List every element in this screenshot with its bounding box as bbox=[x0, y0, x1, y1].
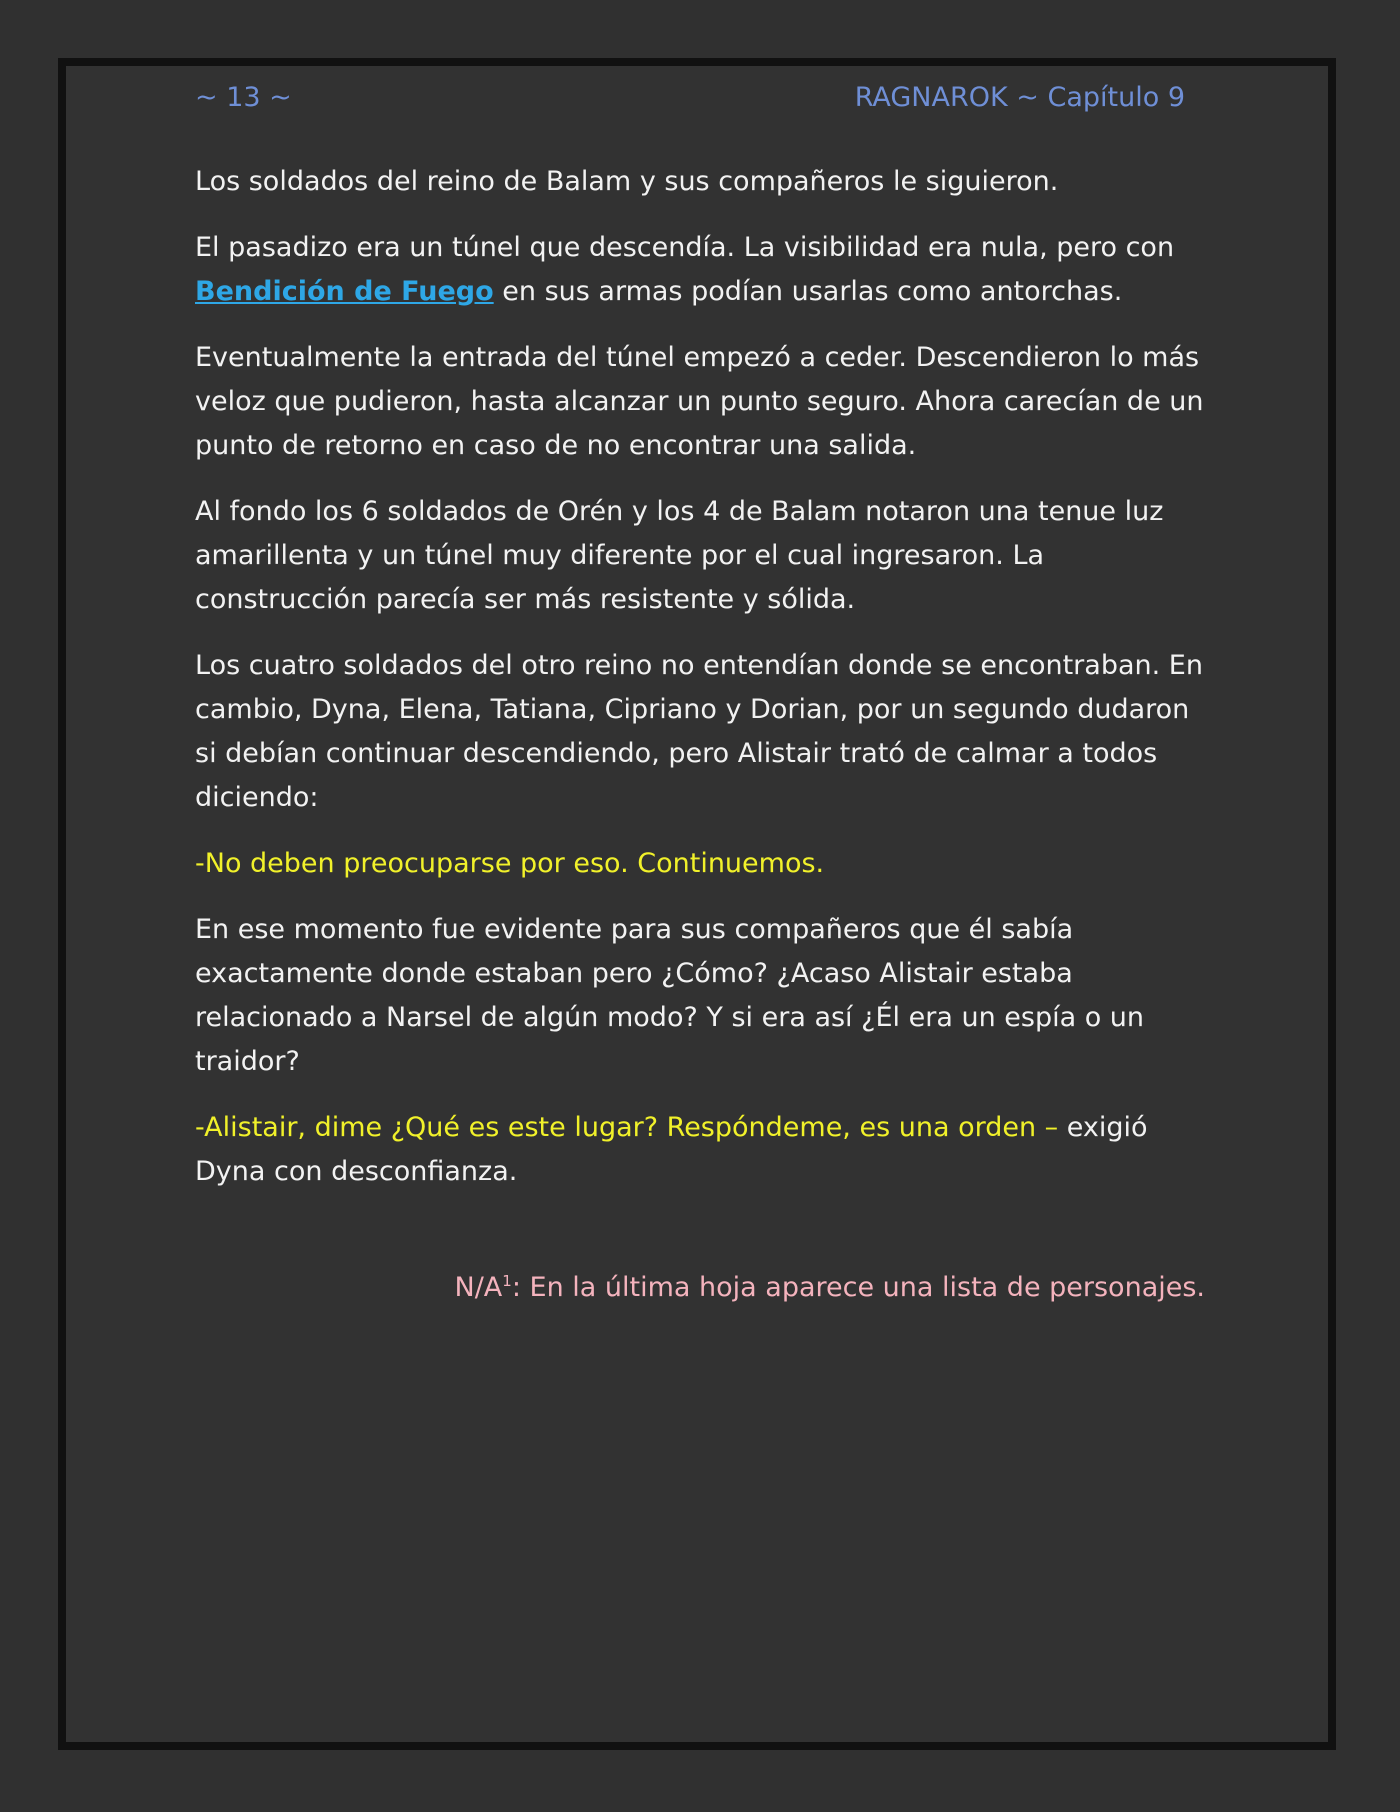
page-header bbox=[195, 82, 1185, 122]
paragraph-3 bbox=[195, 336, 1205, 468]
author-note bbox=[455, 1272, 1205, 1303]
author-note-text: : En la última hoja aparece una lista de personajes. bbox=[511, 1272, 1205, 1303]
paragraph-1 bbox=[195, 160, 1205, 204]
footnote-marker: 1 bbox=[502, 1272, 512, 1290]
paragraph-5-text: Los cuatro soldados del otro reino no entendían donde se encontraban. En cambio, Dyna, Elena, Tatiana, Cipriano y Dorian, por un segundo dudaron si debían continuar descendiendo, pero Alistair trató de calmar a todos diciendo: bbox=[195, 650, 1203, 813]
paragraph-1-text: Los soldados del reino de Balam y sus compañeros le siguieron. bbox=[195, 166, 1059, 197]
paragraph-7 bbox=[195, 908, 1205, 1084]
dialogue-dyna: -Alistair, dime ¿Qué es este lugar? Respóndeme, es una orden – bbox=[195, 1112, 1067, 1143]
paragraph-7-text: En ese momento fue evidente para sus compañeros que él sabía exactamente donde estaban pero ¿Cómo? ¿Acaso Alistair estaba relacionado a Narsel de algún modo? Y si era así ¿Él era un espía o un traidor? bbox=[195, 914, 1145, 1077]
paragraph-6-dialogue bbox=[195, 842, 1205, 886]
paragraph-3-text: Eventualmente la entrada del túnel empezó a ceder. Descendieron lo más veloz que pudieron, hasta alcanzar un punto seguro. Ahora carecían de un punto de retorno en caso de no encontrar una salida. bbox=[195, 342, 1204, 461]
paragraph-2-text-start: El pasadizo era un túnel que descendía. La visibilidad era nula, pero con bbox=[195, 232, 1175, 263]
paragraph-5 bbox=[195, 644, 1205, 820]
paragraph-8 bbox=[195, 1106, 1205, 1194]
blessing-term: Bendición de Fuego bbox=[195, 276, 494, 307]
page-number: ~ 13 ~ bbox=[195, 82, 292, 113]
paragraph-2-text-end: en sus armas podían usarlas como antorchas. bbox=[493, 276, 1123, 307]
author-note-prefix: N/A bbox=[454, 1272, 503, 1303]
paragraph-4-text: Al fondo los 6 soldados de Orén y los 4 de Balam notaron una tenue luz amarillenta y un túnel muy diferente por el cual ingresaron. La construcción parecía ser más resistente y sólida. bbox=[195, 496, 1164, 615]
book-chapter-title: RAGNAROK ~ Capítulo 9 bbox=[854, 82, 1185, 113]
chapter-body bbox=[195, 160, 1205, 1216]
paragraph-2 bbox=[195, 226, 1205, 314]
dialogue-alistair: -No deben preocuparse por eso. Continuemos. bbox=[195, 848, 825, 879]
paragraph-8-text-end: exigió Dyna con desconfianza. bbox=[195, 1112, 1148, 1187]
paragraph-4 bbox=[195, 490, 1205, 622]
